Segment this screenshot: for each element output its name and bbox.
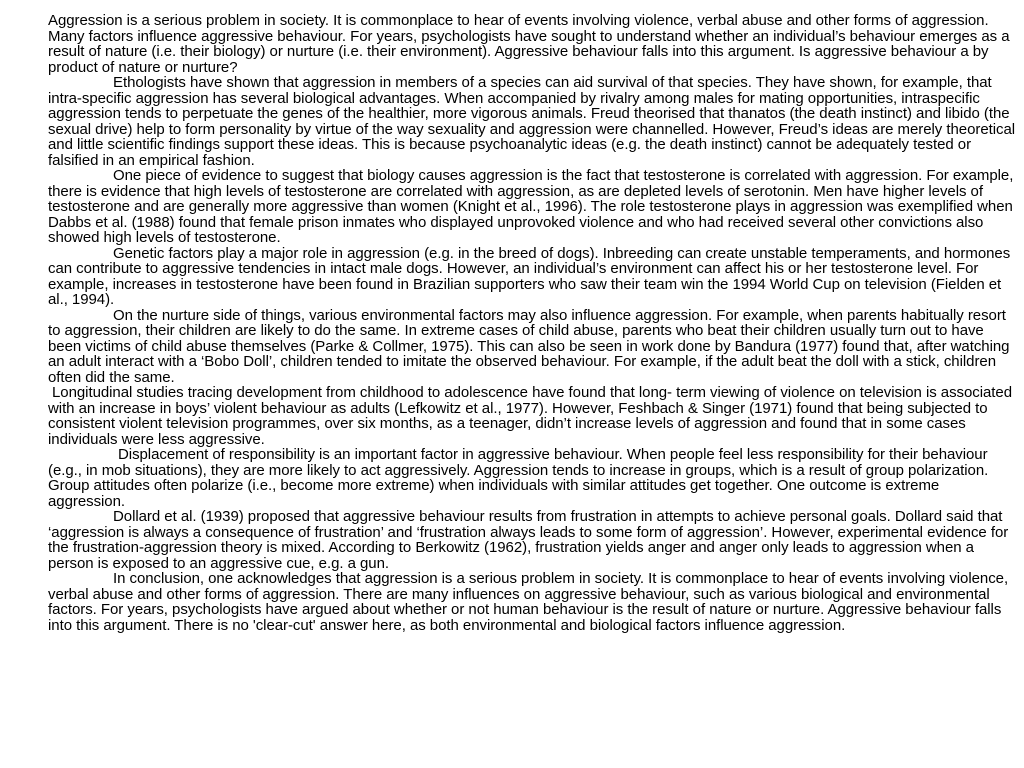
paragraph-testosterone: One piece of evidence to suggest that biology causes aggression is the fact that testosterone is correlated with aggression. For example, there is evidence that high levels of testosterone are correlated with aggression, as are depleted levels of serotonin. Men have higher levels of testosterone and are generally more aggressive than women (Knight et al., 1996). The role testosterone plays in aggression was exemplified when Dabbs et al. (1988) found that female prison inmates who displayed unprovoked violence and who had received several other convictions also showed high levels of testosterone. <box>48 167 1014 246</box>
paragraph-longitudinal-studies: Longitudinal studies tracing development from childhood to adolescence have found that long- term viewing of violence on television is associated with an increase in boys’ violent behaviour as adults (Lefkowitz et al., 1977). However, Feshbach & Singer (1971) found that being subjected to consistent violent television programmes, over six months, as a teenager, didn’t increase levels of aggression and found that in some cases individuals were less aggressive. <box>48 384 1013 448</box>
paragraph-genetic-factors: Genetic factors play a major role in aggression (e.g. in the breed of dogs). Inbreeding can create unstable temperaments, and hormones can contribute to aggressive tendencies in intact male dogs. However, an individual’s environment can affect his or her testosterone level. For example, increases in testosterone have been found in Brazilian supporters who saw their team win the 1994 World Cup on television (Fielden et al., 1994). <box>48 244 1011 308</box>
paragraph-displacement: Displacement of responsibility is an important factor in aggressive behaviour. When people feel less responsibility for their behaviour (e.g., in mob situations), they are more likely to act aggressively. Aggression tends to increase in groups, which is a result of group polarization. Group attitudes often polarize (i.e., become more extreme) when individuals with similar attitudes get together. One outcome is extreme aggression. <box>48 446 989 510</box>
paragraph-ethologists: Ethologists have shown that aggression in members of a species can aid survival of that species. They have shown, for example, that intra-specific aggression has several biological advantages. When accompanied by rivalry among males for mating opportunities, intraspecific aggression tends to perpetuate the genes of the healthier, more vigorous animals. Freud theorised that thanatos (the death instinct) and libido (the sexual drive) help to form personality by virtue of the way sexuality and aggression were channelled. However, Freud’s ideas are merely theoretical and little scientific findings support these ideas. This is because psychoanalytic ideas (e.g. the death instinct) cannot be adequately tested or falsified in an empirical fashion. <box>48 74 1016 169</box>
paragraph-conclusion: In conclusion, one acknowledges that aggression is a serious problem in society. It is commonplace to hear of events involving violence, verbal abuse and other forms of aggression. There are many influences on aggressive behaviour, such as various biological and environmental factors. For years, psychologists have argued about whether or not human behaviour is the result of nature or nurture. Aggressive behaviour falls into this argument. There is no 'clear-cut' answer here, as both environmental and biological factors influence aggression. <box>48 570 1009 634</box>
paragraph-frustration-aggression: Dollard et al. (1939) proposed that aggressive behaviour results from frustration in attempts to achieve personal goals. Dollard said that ‘aggression is always a consequence of frustration’ and ‘frustration always leads to some form of aggression’. However, experimental evidence for the frustration-aggression theory is mixed. According to Berkowitz (1962), frustration yields anger and anger only leads to aggression when a person is exposed to an aggressive cue, e.g. a gun. <box>48 508 1009 572</box>
paragraph-nurture: On the nurture side of things, various environmental factors may also influence aggression. For example, when parents habitually resort to aggression, their children are likely to do the same. In extreme cases of child abuse, parents who beat their children usually turn out to have been victims of child abuse themselves (Parke & Collmer, 1975). This can also be seen in work done by Bandura (1977) found that, after watching an adult interact with a ‘Bobo Doll’, children tended to imitate the observed behaviour. For example, if the adult beat the doll with a stick, children often did the same. <box>48 306 1010 386</box>
paragraph-introduction: Aggression is a serious problem in society. It is commonplace to hear of events involving violence, verbal abuse and other forms of aggression. Many factors influence aggressive behaviour. For years, psychologists have sought to understand whether an individual’s behaviour emerges as a result of nature (i.e. their biology) or nurture (i.e. their environment). Aggressive behaviour falls into this argument. Is aggressive behaviour a by product of nature or nurture? <box>48 12 1010 76</box>
